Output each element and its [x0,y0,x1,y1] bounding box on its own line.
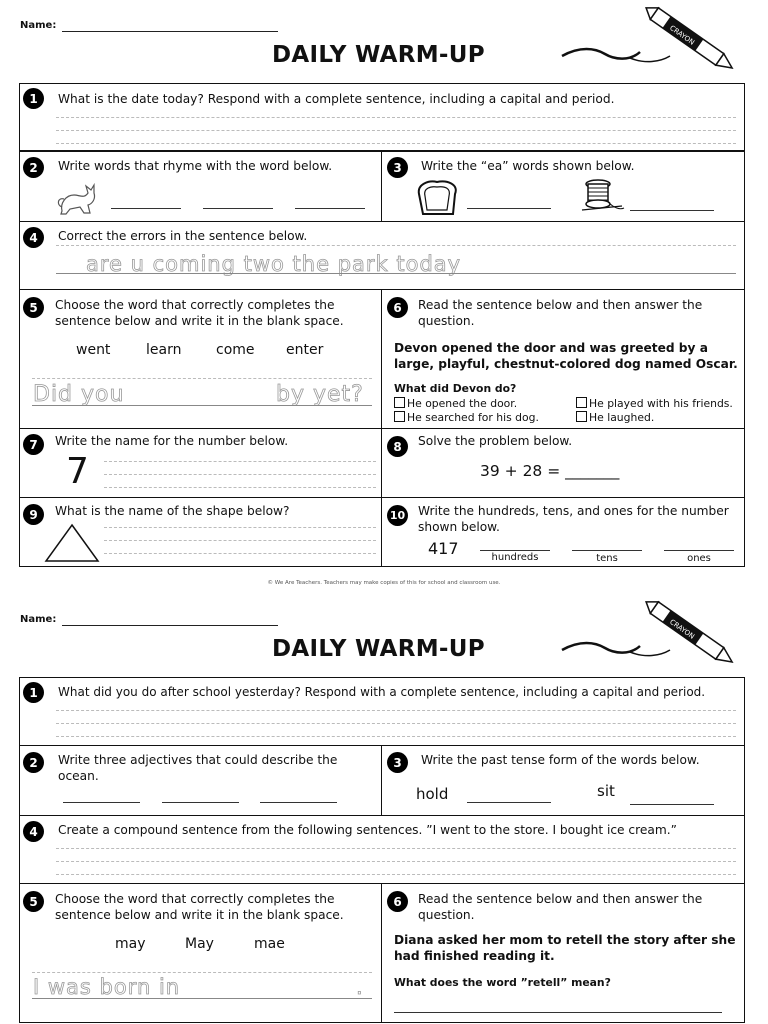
question-4-text: Create a compound sentence from the following sentences. ”I went to the store. I bought ice cream.” [58,823,677,837]
word-choice: mae [254,936,285,952]
answer-line[interactable] [56,710,736,711]
trace-guide-line [56,245,736,246]
answer-line[interactable] [56,723,736,724]
answer-line[interactable] [56,874,736,875]
name-label: Name: [20,20,57,31]
checkbox[interactable] [394,411,405,422]
answer-option[interactable] [394,411,539,424]
question-number-5: 5 [23,297,44,318]
answer-option[interactable] [576,411,654,424]
question-5-text: Choose the word that correctly completes the sentence below and write it in the blank space. [55,298,344,328]
answer-line[interactable] [104,474,376,475]
word-choice: may [115,936,146,952]
question-number-3: 3 [387,752,408,773]
question-number-8: 8 [387,436,408,457]
answer-line[interactable] [56,117,736,118]
hundreds-blank[interactable] [480,550,550,551]
question-10-text: Write the hundreds, tens, and ones for the number shown below. [418,504,729,534]
answer-blank[interactable] [295,208,365,209]
svg-text:CRAYON: CRAYON [668,23,696,47]
trace-guide-line [32,378,372,379]
reading-question: What did Devon do? [394,382,517,395]
answer-blank[interactable] [630,804,714,805]
answer-line[interactable] [104,461,376,462]
ones-label: ones [687,553,711,564]
tens-blank[interactable] [572,550,642,551]
number-display: 7 [66,451,89,492]
name-line[interactable] [62,31,278,32]
question-8-text: Solve the problem below. [418,434,573,448]
question-6-text: Read the sentence below and then answer the question. [418,892,703,922]
trace-sentence: are u coming two the park today [86,252,462,276]
question-number-6: 6 [387,891,408,912]
answer-line[interactable] [56,143,736,144]
question-1-text: What did you do after school yesterday? Respond with a complete sentence, including a capital and period. [58,685,706,699]
word-prompt: hold [416,785,449,803]
question-4-text: Correct the errors in the sentence below. [58,229,308,243]
page-title: DAILY WARM-UP [272,636,485,662]
bread-icon [415,178,465,218]
answer-line[interactable] [104,553,376,554]
word-prompt: sit [597,782,615,800]
cat-icon [56,177,100,217]
question-number-6: 6 [387,297,408,318]
question-5-text: Choose the word that correctly completes the sentence below and write it in the blank space. [55,892,344,922]
crayon-icon [560,600,745,675]
option-label: He searched for his dog. [407,411,539,424]
answer-blank[interactable] [467,208,551,209]
question-1-text: What is the date today? Respond with a complete sentence, including a capital and period. [58,92,615,106]
answer-line[interactable] [394,1012,722,1013]
answer-blank[interactable] [467,802,551,803]
option-label: He opened the door. [407,397,518,410]
answer-blank[interactable] [260,802,337,803]
answer-blank[interactable] [630,210,714,211]
trace-sentence-start: Did you [33,382,125,407]
checkbox[interactable] [576,411,587,422]
question-number-3: 3 [387,157,408,178]
question-2-text: Write words that rhyme with the word below. [58,159,333,173]
answer-blank[interactable] [203,208,273,209]
question-number-5: 5 [23,891,44,912]
word-choice: enter [286,342,324,358]
number-display: 417 [428,539,459,558]
answer-blank[interactable] [32,998,372,999]
question-2-text: Write three adjectives that could describe the ocean. [58,753,338,783]
question-7-text: Write the name for the number below. [55,434,289,448]
answer-line[interactable] [104,540,376,541]
answer-option[interactable] [394,397,517,410]
answer-line[interactable] [104,487,376,488]
question-number-1: 1 [23,88,44,109]
checkbox[interactable] [394,397,405,408]
answer-line[interactable] [56,848,736,849]
word-choice: May [185,936,214,952]
answer-blank[interactable] [32,405,372,406]
question-number-4: 4 [23,821,44,842]
option-label: He played with his friends. [589,397,733,410]
ones-blank[interactable] [664,550,734,551]
triangle-icon [44,523,100,563]
reading-passage: Devon opened the door and was greeted by a large, playful, chestnut-colored dog named Oscar. [394,341,738,371]
question-number-2: 2 [23,752,44,773]
svg-text:CRAYON: CRAYON [668,617,696,641]
question-number-1: 1 [23,682,44,703]
answer-blank[interactable] [111,208,181,209]
answer-blank[interactable] [63,802,140,803]
reading-passage: Diana asked her mom to retell the story after she had finished reading it. [394,933,736,963]
hundreds-label: hundreds [491,552,539,563]
answer-blank[interactable] [162,802,239,803]
question-number-10: 10 [387,505,408,526]
question-number-4: 4 [23,227,44,248]
reading-question: What does the word ”retell” mean? [394,976,611,989]
name-label: Name: [20,614,57,625]
trace-baseline[interactable] [56,273,736,274]
answer-line[interactable] [56,736,736,737]
trace-guide-line [32,972,372,973]
crayon-icon [560,6,745,81]
question-3-text: Write the “ea” words shown below. [421,159,635,173]
answer-line[interactable] [104,527,376,528]
copyright-notice: © We Are Teachers. Teachers may make copies of this for school and classroom use. [267,580,501,586]
checkbox[interactable] [576,397,587,408]
question-9-text: What is the name of the shape below? [55,504,290,518]
trace-sentence-end: by yet? [276,382,364,407]
word-choice: learn [146,342,182,358]
trace-sentence-start: I was born in [33,975,181,999]
tens-label: tens [596,553,618,564]
question-6-text: Read the sentence below and then answer the question. [418,298,703,328]
question-3-text: Write the past tense form of the words below. [421,753,700,767]
answer-option[interactable] [576,397,733,410]
option-label: He laughed. [589,411,655,424]
question-number-9: 9 [23,504,44,525]
word-choice: come [216,342,255,358]
answer-line[interactable] [56,861,736,862]
thread-spool-icon [578,176,626,218]
trace-sentence-end: . [356,975,364,999]
question-number-2: 2 [23,157,44,178]
answer-line[interactable] [56,130,736,131]
word-choice: went [76,342,111,358]
page-title: DAILY WARM-UP [272,42,485,68]
question-number-7: 7 [23,434,44,455]
name-line[interactable] [62,625,278,626]
math-problem[interactable]: 39 + 28 = _______ [480,462,620,480]
